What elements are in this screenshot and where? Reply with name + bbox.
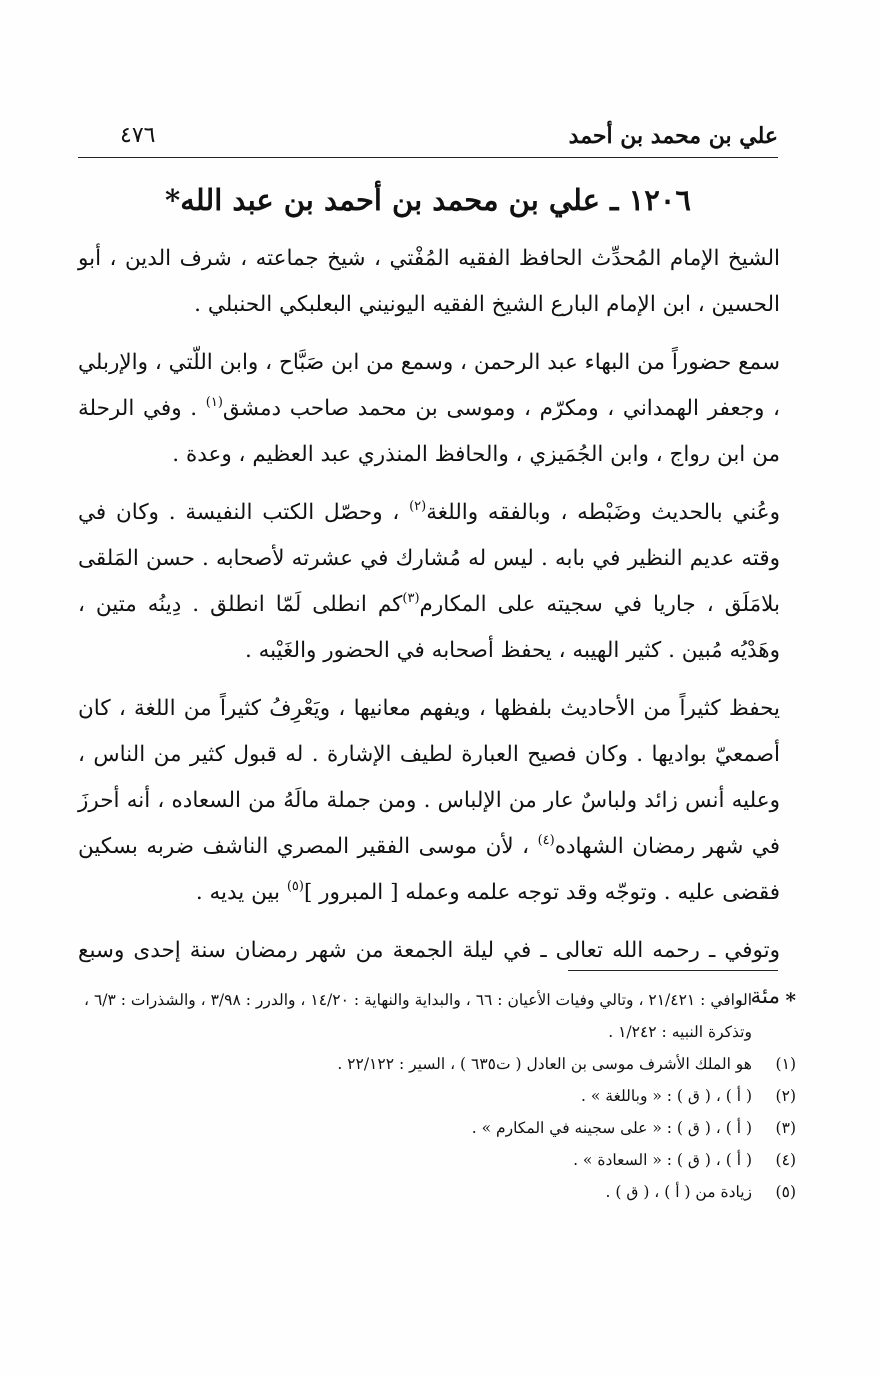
footnotes — [78, 984, 796, 1208]
footnote-ref: (٤) — [537, 833, 555, 848]
footnote-item — [78, 1176, 796, 1208]
paragraph-text: بين يديه . — [195, 880, 287, 905]
footnote-marker: (٤) — [775, 1151, 796, 1169]
running-title: علي بن محمد بن أحمد — [568, 123, 778, 149]
paragraph-text: ، وحصّل الكتب النفيسة . وكان في وقته عديم النظير في بابه . ليس له مُشارك في عشرته لأصحابه . حسن المَلقى بلامَلَق ، جاريا في سجيته على المكارم — [78, 500, 780, 617]
paragraph-text: سمع حضوراً من البهاء عبد الرحمن ، وسمع من ابن صَبَّاح ، وابن اللّتي ، والإربلي ، وجعفر الهمداني ، ومكرّم ، وموسى بن محمد صاحب دمشق — [78, 350, 780, 421]
footnote-text: هو الملك الأشرف موسى بن العادل ( ت٦٣٥ ) ، السير : ٢٢/١٢٢ . — [337, 1055, 752, 1073]
footnote-item — [78, 1112, 796, 1144]
paragraph-text: وعُني بالحديث وضَبْطه ، وبالفقه واللغة — [426, 500, 780, 525]
footnote-marker: (٢) — [775, 1087, 796, 1105]
footnote-ref: (١) — [205, 395, 223, 410]
footnote-text: الوافي : ٢١/٤٢١ ، وتالي وفيات الأعيان : ٦٦ ، والبداية والنهاية : ١٤/٢٠ ، والدرر : ٣/٩٨ ، والشذرات : ٦/٣ ، وتذكرة النبيه : ١/٢٤٢ . — [84, 991, 752, 1041]
footnote-item — [78, 1048, 796, 1080]
footnote-marker: (٣) — [775, 1119, 796, 1137]
page-number: ٤٧٦ — [120, 123, 156, 148]
paragraph-teachers — [78, 340, 780, 478]
footnote-text: ( أ ) ، ( ق ) : « السعادة » . — [573, 1151, 752, 1169]
footnote-ref: (٢) — [409, 499, 427, 514]
entry-body — [78, 236, 780, 1032]
paragraph-character — [78, 490, 780, 674]
footnote-item — [78, 1144, 796, 1176]
footnote-ref: (٣) — [402, 591, 420, 606]
paragraph-knowledge — [78, 686, 780, 916]
paragraph-identity — [78, 236, 780, 328]
footnote-sources — [78, 984, 796, 1048]
paragraph-text: الشيخ الإمام المُحدِّث الحافظ الفقيه المُفْتي ، شيخ جماعته ، شرف الدين ، أبو الحسين ، ابن الإمام البارع الشيخ الفقيه اليونيني البعلبكي الحنبلي . — [78, 246, 780, 317]
footnote-marker: * — [785, 988, 796, 1012]
header-divider — [78, 157, 778, 158]
entry-title: ١٢٠٦ ـ علي بن محمد بن أحمد بن عبد الله* — [165, 183, 691, 217]
footnote-text: ( أ ) ، ( ق ) : « وباللغة » . — [581, 1087, 752, 1105]
footnote-text: زيادة من ( أ ) ، ( ق ) . — [605, 1183, 752, 1201]
paragraph-text: . وفي الرحلة من ابن رواج ، وابن الجُمَيزي ، والحافظ المنذري عبد العظيم ، وعدة . — [78, 396, 780, 467]
footnote-marker: (٥) — [775, 1183, 796, 1201]
footnote-marker: (١) — [775, 1055, 796, 1073]
footnote-text: ( أ ) ، ( ق ) : « على سجينه في المكارم » . — [471, 1119, 752, 1137]
footnote-ref: (٥) — [286, 879, 304, 894]
running-header — [78, 118, 778, 158]
footnote-divider — [568, 970, 778, 971]
paragraph-text: وتوفي ـ رحمه الله تعالى ـ في ليلة الجمعة من شهر رمضان سنة إحدى وسبع مئة . — [78, 938, 780, 1009]
paragraph-text: ، لأن موسى الفقير المصري الناشف ضربه بسكين فقضى عليه . وتوجّه وقد توجه علمه وعمله [ المبرور ] — [78, 834, 780, 905]
paragraph-text: كم انطلى لَمّا انطلق . دِينُه متين ، وهَدْيُه مُبين . كثير الهيبه ، يحفظ أصحابه في الحضور والغَيْبه . — [78, 592, 780, 663]
footnote-item — [78, 1080, 796, 1112]
paragraph-text: يحفظ كثيراً من الأحاديث بلفظها ، ويفهم معانيها ، ويَعْرِفُ كثيراً من اللغة ، كان أصمعيّ بواديها . وكان فصيح العبارة لطيف الإشارة . له قبول كثير من الناس ، وعليه أنس زائد ولباسٌ عار من الإلباس . ومن جملة مالَهُ من السعاده ، أنه أحرزَ في شهر رمضان الشهاده — [78, 696, 780, 859]
